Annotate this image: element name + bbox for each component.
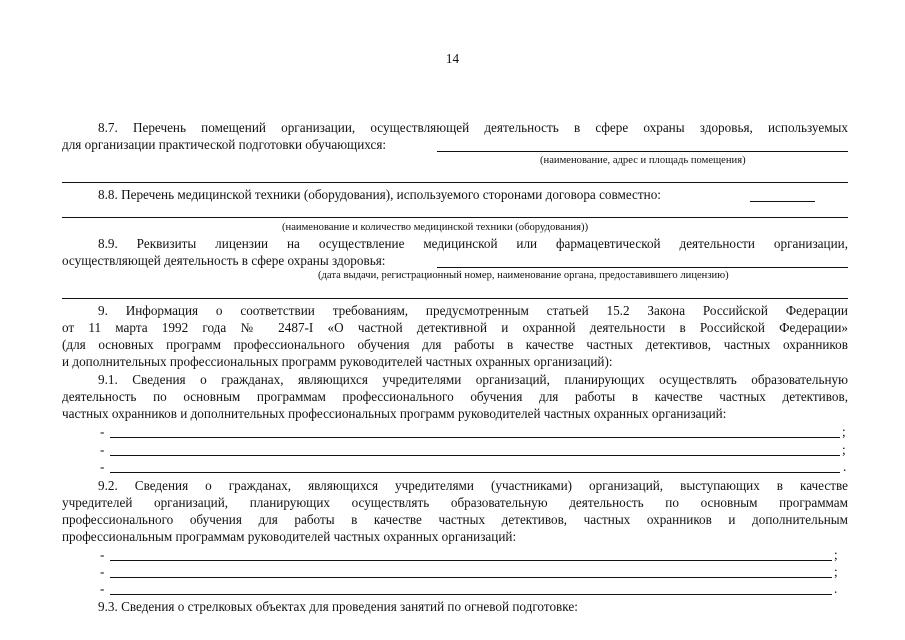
caption-8-8: (наименование и количество медицинской техники (оборудования)) bbox=[282, 222, 589, 233]
section-8-9-line-1: 8.9. Реквизиты лицензии на осуществление медицинской или фармацевтической деятельности организации, bbox=[98, 236, 848, 251]
list-dash: - bbox=[100, 547, 105, 562]
section-9-line-3: (для основных программ профессионального обучения для работы в качестве частных детективов, частных охранников bbox=[62, 337, 848, 352]
fill-line-9-2-2 bbox=[110, 577, 832, 578]
list-semicolon: ; bbox=[834, 564, 838, 579]
fill-line-8-8-b bbox=[62, 217, 848, 218]
fill-line-8-7-a bbox=[437, 151, 848, 152]
list-period: . bbox=[843, 459, 847, 474]
section-9-1-line-1: 9.1. Сведения о гражданах, являющихся учредителями организаций, планирующих осуществлять образовательную bbox=[98, 372, 848, 387]
section-8-8-line-1: 8.8. Перечень медицинской техники (оборудования), используемого сторонами договора совместно: bbox=[98, 187, 661, 202]
section-9-3-line-1: 9.3. Сведения о стрелковых объектах для проведения занятий по огневой подготовке: bbox=[98, 599, 578, 614]
fill-line-9-1-3 bbox=[110, 472, 840, 473]
fill-line-9-2-3 bbox=[110, 594, 832, 595]
section-9-2-line-1: 9.2. Сведения о гражданах, являющихся учредителями (участниками) организаций, выступающих в качестве bbox=[98, 478, 848, 493]
section-9-line-4: и дополнительных профессиональных программ руководителей частных охранных организаций): bbox=[62, 354, 613, 369]
caption-8-7: (наименование, адрес и площадь помещения) bbox=[540, 155, 746, 166]
list-dash: - bbox=[100, 424, 105, 439]
section-9-1-line-2: деятельность по основным программам профессионального обучения для работы в качестве частных детективов, bbox=[62, 389, 848, 404]
list-dash: - bbox=[100, 581, 105, 596]
section-9-2-line-4: профессиональным программам руководителей частных охранных организаций: bbox=[62, 529, 517, 544]
section-8-7-line-1: 8.7. Перечень помещений организации, осуществляющей деятельность в сфере охраны здоровья, используемых bbox=[98, 120, 848, 135]
section-9-2-line-3: профессионального обучения для работы в качестве частных детективов, частных охранников и дополнительным bbox=[62, 512, 848, 527]
fill-line-9-1-1 bbox=[110, 437, 840, 438]
list-dash: - bbox=[100, 459, 105, 474]
page-number: 14 bbox=[445, 51, 460, 66]
caption-8-9: (дата выдачи, регистрационный номер, наименование органа, предоставившего лицензию) bbox=[318, 270, 729, 281]
section-9-1-line-3: частных охранников и дополнительных профессиональных программ руководителей частных охранных организаций: bbox=[62, 406, 727, 421]
section-9-line-1: 9. Информация о соответствии требованиям, предусмотренным статьей 15.2 Закона Российской Федерации bbox=[98, 303, 848, 318]
list-dash: - bbox=[100, 564, 105, 579]
section-8-7-line-2: для организации практической подготовки обучающихся: bbox=[62, 137, 387, 152]
fill-line-8-9-a bbox=[437, 267, 848, 268]
fill-line-8-8-a bbox=[750, 201, 815, 202]
fill-line-9-2-1 bbox=[110, 560, 832, 561]
fill-line-8-9-b bbox=[62, 298, 848, 299]
list-dash: - bbox=[100, 442, 105, 457]
section-9-line-2: от 11 марта 1992 года № 2487-I «О частной детективной и охранной деятельности в Российской Федерации» bbox=[62, 320, 848, 335]
fill-line-9-1-2 bbox=[110, 455, 840, 456]
fill-line-8-7-b bbox=[62, 182, 848, 183]
list-semicolon: ; bbox=[842, 442, 846, 457]
list-period: . bbox=[834, 581, 838, 596]
list-semicolon: ; bbox=[834, 547, 838, 562]
list-semicolon: ; bbox=[842, 424, 846, 439]
section-8-9-line-2: осуществляющей деятельность в сфере охраны здоровья: bbox=[62, 253, 386, 268]
section-9-2-line-2: учредителей организаций, планирующих осуществлять образовательную деятельность по основным программам bbox=[62, 495, 848, 510]
